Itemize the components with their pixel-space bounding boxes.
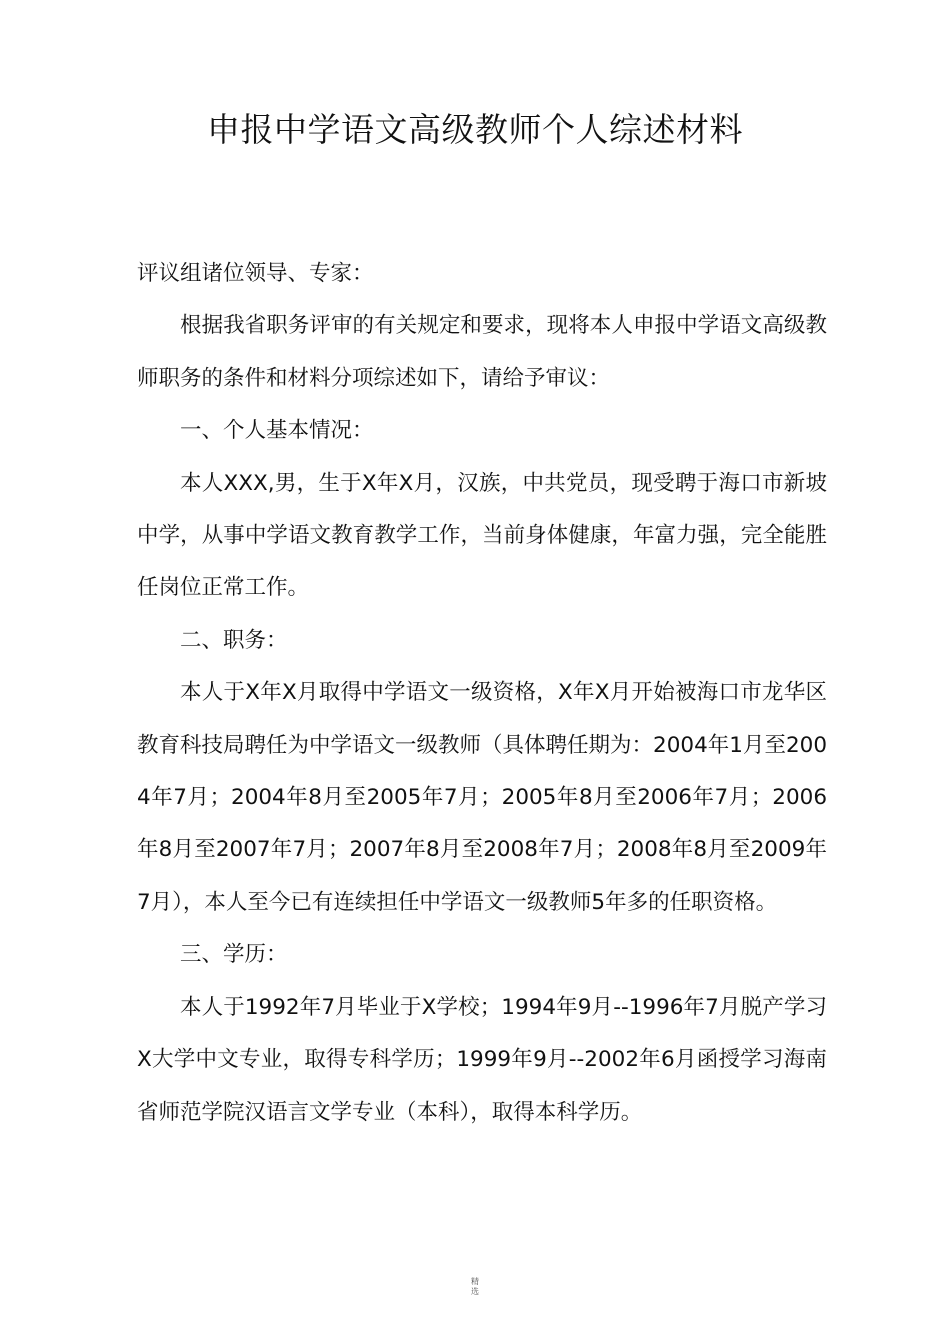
footer-mark-line2: 选: [471, 1287, 479, 1296]
paragraph-position: 本人于X年X月取得中学语文一级资格，X年X月开始被海口市龙华区教育科技局聘任为中学语文一级教师（具体聘任期为：2004年1月至2004年7月；2004年8月至2005年7月；2005年8月至2006年7月；2006年8月至2007年7月；2007年8月至2008年7月；2008年8月至2009年7月），本人至今已有连续担任中学语文一级教师5年多的任职资格。: [137, 680, 827, 915]
document-title: 申报中学语文高级教师个人综述材料: [207, 110, 743, 149]
section-heading-basic-info: 一、个人基本情况：: [180, 418, 374, 444]
section-heading-education: 三、学历：: [180, 942, 288, 968]
footer-mark-line1: 精: [471, 1277, 479, 1286]
paragraph-education: 本人于1992年7月毕业于X学校；1994年9月--1996年7月脱产学习X大学中文专业，取得专科学历；1999年9月--2002年6月函授学习海南省师范学院汉语言文学专业（本科），取得本科学历。: [137, 994, 827, 1125]
section-heading-position: 二、职务：: [180, 627, 288, 653]
paragraph-basic-info: 本人XXX,男，生于X年X月，汉族，中共党员，现受聘于海口市新坡中学，从事中学语文教育教学工作，当前身体健康，年富力强，完全能胜任岗位正常工作。: [137, 470, 827, 601]
paragraph-intro: 根据我省职务评审的有关规定和要求，现将本人申报中学语文高级教师职务的条件和材料分项综述如下，请给予审议：: [137, 313, 827, 391]
salutation: 评议组诸位领导、专家：: [137, 261, 374, 286]
footer-watermark: [0, 1277, 950, 1297]
document-body: [137, 248, 827, 1139]
